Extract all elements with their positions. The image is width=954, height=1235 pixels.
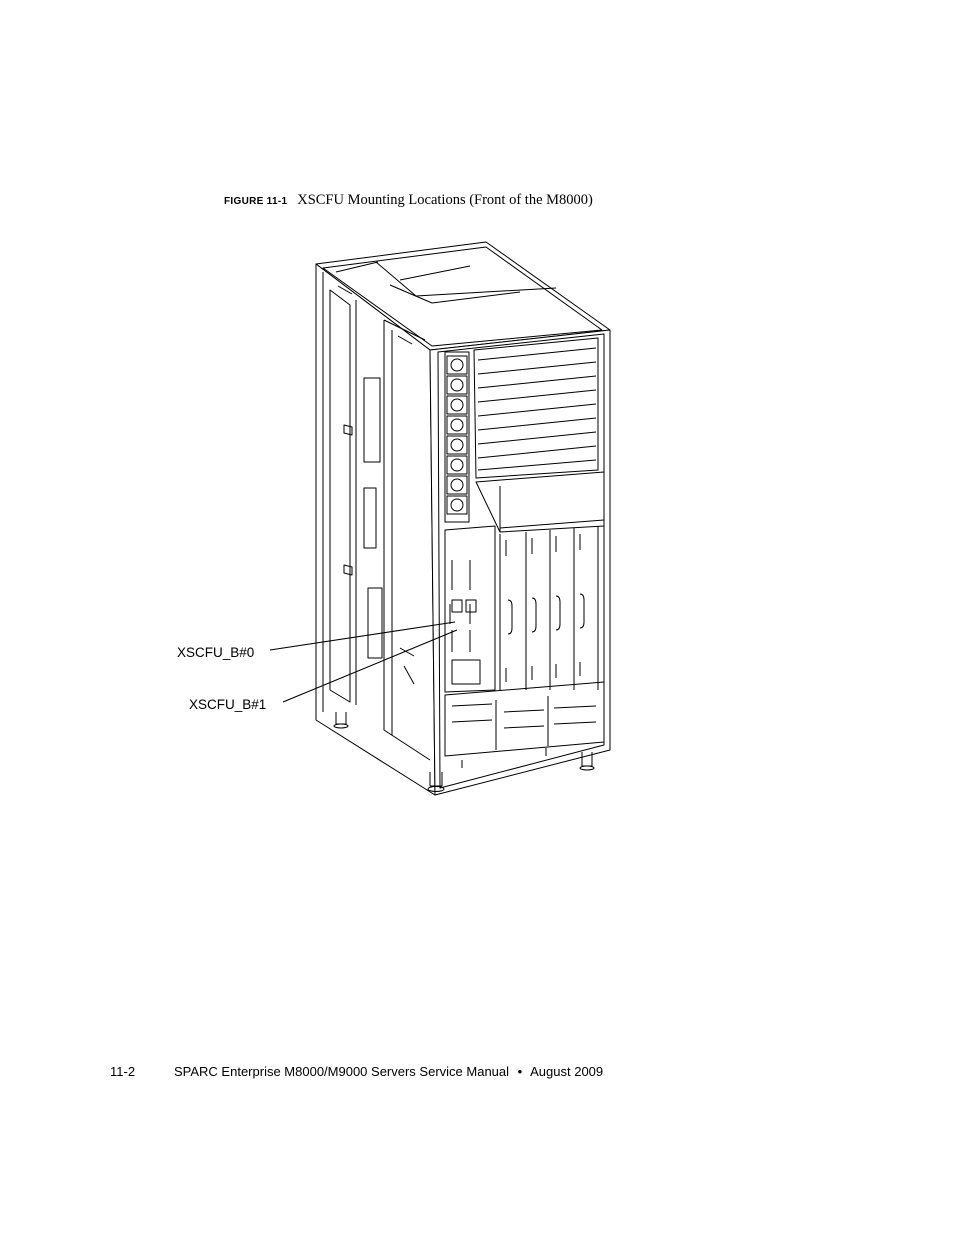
footer-text (174, 1064, 603, 1079)
callout-xscfu-b0: XSCFU_B#0 (177, 645, 255, 660)
figure-label: FIGURE 11-1 (224, 196, 288, 207)
figure-title: XSCFU Mounting Locations (Front of the M8000) (297, 192, 593, 208)
page-number: 11-2 (110, 1064, 136, 1079)
publication-date: August 2009 (530, 1064, 604, 1079)
callout-xscfu-b1: XSCFU_B#1 (189, 697, 267, 712)
manual-title: SPARC Enterprise M8000/M9000 Servers Service Manual (174, 1064, 510, 1079)
footer-separator: • (517, 1064, 523, 1079)
